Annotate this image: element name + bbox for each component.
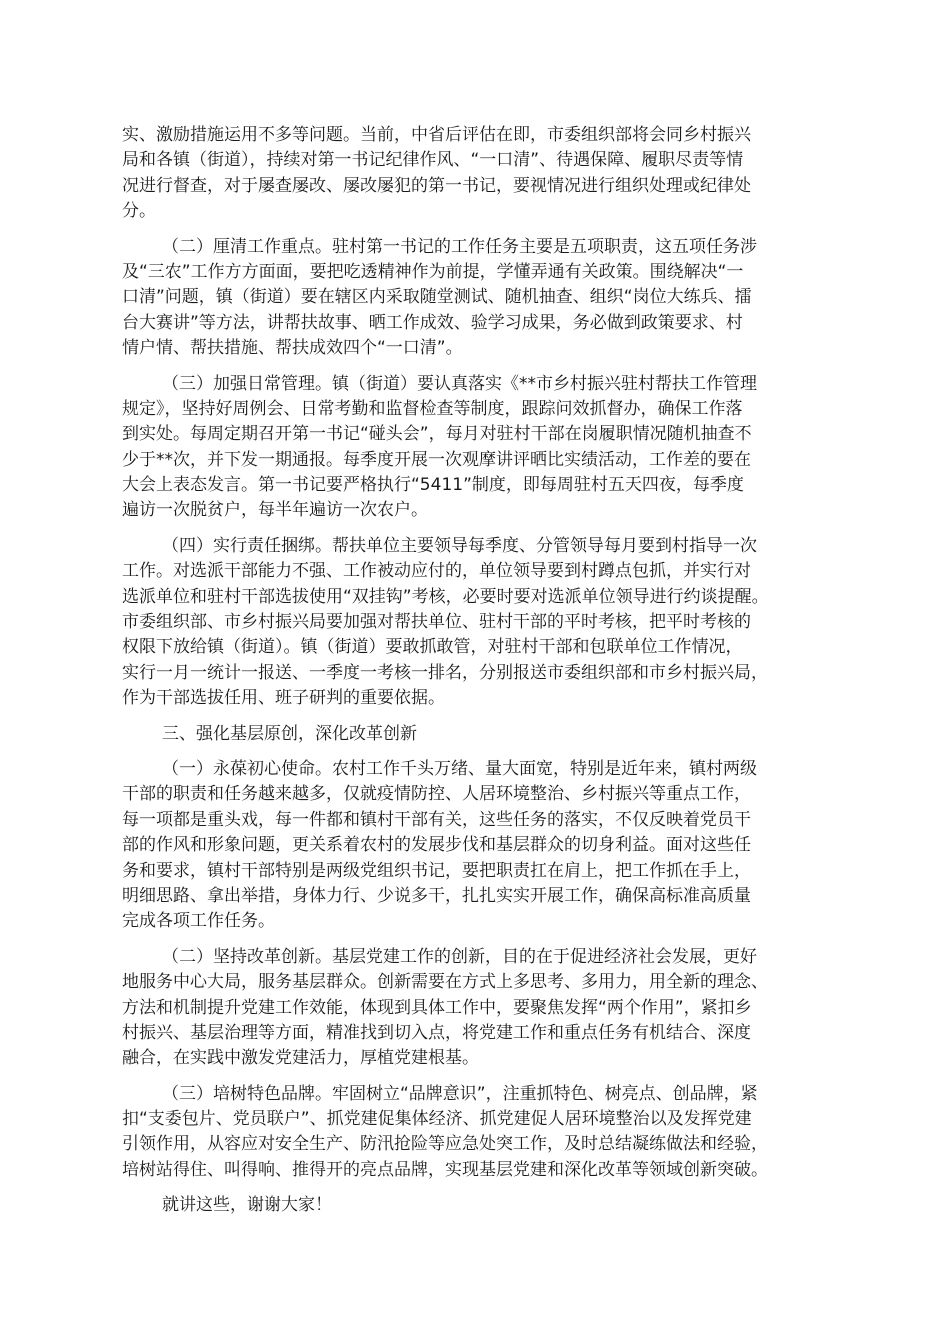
text-line: （三）培树特色品牌。牢固树立“品牌意识”，注重抓特色、树亮点、创品牌，紧 [162, 1083, 758, 1104]
text-line: 大会上表态发言。第一书记要严格执行“5411”制度，即每周驻村五天四夜，每季度 [122, 475, 744, 496]
text-line: 就讲这些，谢谢大家！ [162, 1195, 332, 1216]
text-line: 务和要求，镇村干部特别是两级党组织书记，要把职责扛在肩上，把工作抓在手上， [122, 860, 751, 881]
text-line: 及“三农”工作方方面面，要把吃透精神作为前提，学懂弄通有关政策。围绕解决“一 [122, 261, 744, 282]
paragraph-daily-management [122, 372, 862, 524]
text-line: 台大赛讲”等方法，讲帮扶故事、晒工作成效、验学习成果，务必做到政策要求、村 [122, 312, 743, 333]
closing-remark [122, 1193, 862, 1218]
text-line: 局和各镇（街道），持续对第一书记纪律作风、“一口清”、待遇保障、履职尽责等情 [122, 150, 744, 171]
text-line: 实行一月一统计一报送、一季度一考核一排名，分别报送市委组织部和市乡村振兴局， [122, 662, 768, 683]
text-line: 部的作风和形象问题，更关系着农村的发展步伐和基层群众的切身利益。面对这些任 [122, 835, 751, 856]
text-line: 扣“支委包片、党员联户”、抓党建促集体经济、抓党建促人居环境整治以及发挥党建 [122, 1109, 752, 1130]
text-line: 情户情、帮扶措施、帮扶成效四个“一口清”。 [122, 338, 463, 359]
text-line: 培树站得住、叫得响、推得开的亮点品牌，实现基层党建和深化改革等领域创新突破。 [122, 1159, 768, 1180]
text-line: 干部的职责和任务越来越多，仅就疫情防控、人居环境整治、乡村振兴等重点工作， [122, 784, 751, 805]
section-heading-three [122, 722, 862, 747]
text-line: （四）实行责任捆绑。帮扶单位主要领导每季度、分管领导每月要到村指导一次 [162, 535, 757, 556]
text-line: 权限下放给镇（街道）。镇（街道）要敢抓敢管，对驻村干部和包联单位工作情况， [122, 637, 743, 658]
text-line: 地服务中心大局，服务基层群众。创新需要在方式上多思考、多用力，用全新的理念、 [122, 972, 768, 993]
paragraph-clarify-focus [122, 235, 862, 362]
text-line: 况进行督查，对于屡查屡改、屡改屡犯的第一书记，要视情况进行组织处理或纪律处 [122, 175, 751, 196]
text-line: 完成各项工作任务。 [122, 911, 275, 932]
text-line: 方法和机制提升党建工作效能，体现到具体工作中，要聚焦发挥“两个作用”，紧扣乡 [122, 997, 752, 1018]
text-line: （三）加强日常管理。镇（街道）要认真落实《**市乡村振兴驻村帮扶工作管理 [162, 373, 757, 394]
text-line: 分。 [122, 201, 156, 222]
text-line: （二）坚持改革创新。基层党建工作的创新，目的在于促进经济社会发展，更好 [162, 946, 757, 967]
paragraph-reform-innovation [122, 945, 862, 1072]
text-line: 规定》，坚持好周例会、日常考勤和监督检查等制度，跟踪问效抓督办，确保工作落 [122, 398, 743, 419]
text-line: 引领作用，从容应对安全生产、防汛抢险等应急处突工作，及时总结凝练做法和经验， [122, 1134, 768, 1155]
text-line: （一）永葆初心使命。农村工作千头万绪、量大面宽，特别是近年来，镇村两级 [162, 758, 757, 779]
text-line: 明细思路、拿出举措，身体力行、少说多干，扎扎实实开展工作，确保高标准高质量 [122, 885, 751, 906]
text-line: 实、激励措施运用不多等问题。当前，中省后评估在即，市委组织部将会同乡村振兴 [122, 125, 751, 145]
text-line: 市委组织部、市乡村振兴局要加强对帮扶单位、驻村干部的平时考核，把平时考核的 [122, 612, 751, 633]
text-line: 作为干部选拔任用、班子研判的重要依据。 [122, 688, 445, 709]
text-line: （二）厘清工作重点。驻村第一书记的工作任务主要是五项职责，这五项任务涉 [162, 236, 757, 257]
text-line: 三、强化基层原创，深化改革创新 [162, 723, 417, 744]
text-line: 少于**次，并下发一期通报。每季度开展一次观摩讲评晒比实绩活动，工作差的要在 [122, 449, 751, 470]
paragraph-feature-brand [122, 1082, 862, 1184]
text-line: 选派单位和驻村干部选拔使用“双挂钩”考核，必要时要对选派单位领导进行约谈提醒。 [122, 586, 769, 607]
paragraph-original-mission [122, 757, 862, 935]
text-line: 遍访一次脱贫户，每半年遍访一次农户。 [122, 500, 428, 521]
paragraph-responsibility-binding [122, 534, 862, 712]
document-page [122, 123, 862, 1229]
text-line: 融合，在实践中激发党建活力，厚植党建根基。 [122, 1048, 479, 1069]
text-line: 每一项都是重头戏，每一件都和镇村干部有关，这些任务的落实，不仅反映着党员干 [122, 809, 751, 830]
text-line: 村振兴、基层治理等方面，精准找到切入点，将党建工作和重点任务有机结合、深度 [122, 1022, 751, 1043]
text-line: 口清”问题，镇（街道）要在辖区内采取随堂测试、随机抽查、组织“岗位大练兵、擂 [122, 287, 752, 308]
paragraph-continuation [122, 123, 862, 225]
text-line: 到实处。每周定期召开第一书记“碰头会”，每月对驻村干部在岗履职情况随机抽查不 [122, 424, 752, 445]
text-line: 工作。对选派干部能力不强、工作被动应付的，单位领导要到村蹲点包抓，并实行对 [122, 561, 751, 582]
